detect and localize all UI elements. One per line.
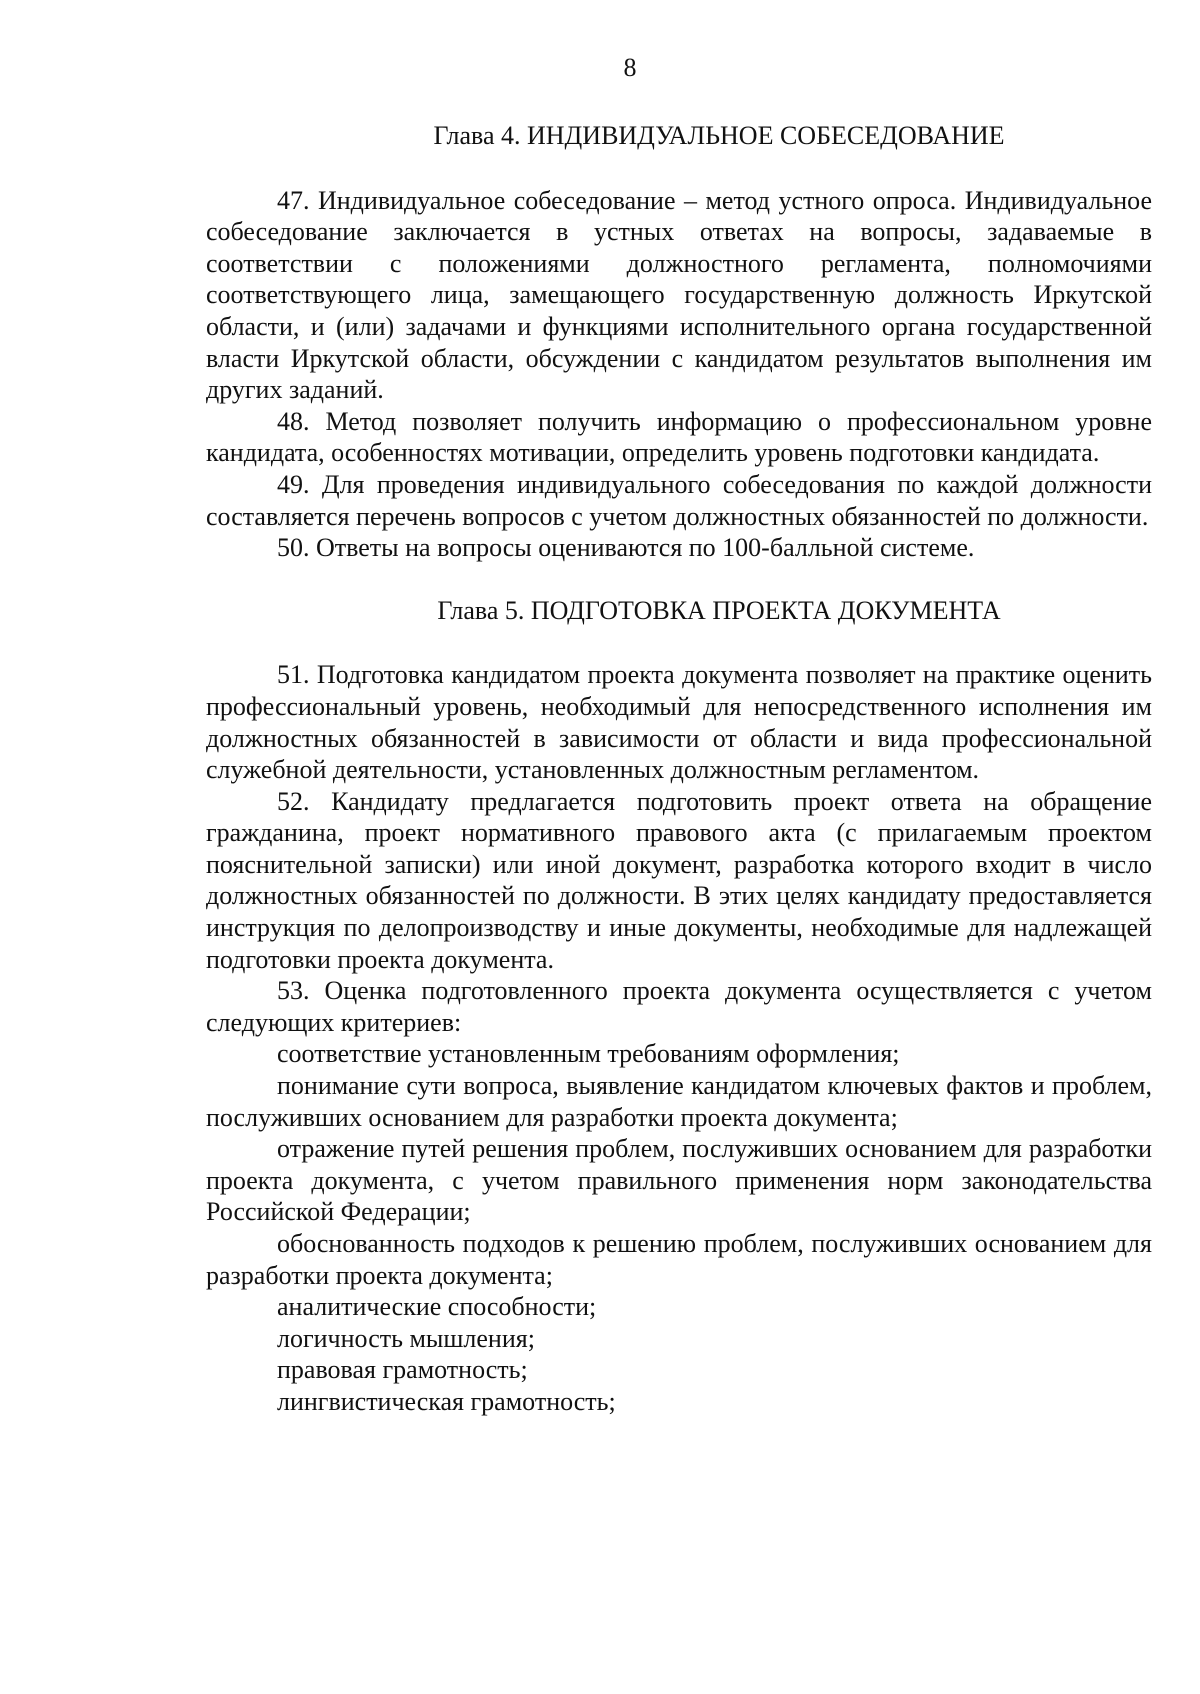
criterion-item: аналитические способности; — [277, 1292, 597, 1322]
paragraph-49: 49. Для проведения индивидуального собеседования по каждой должности составляется перечень вопросов с учетом должностных обязанностей по должности. — [206, 469, 1152, 531]
paragraph-50: 50. Ответы на вопросы оцениваются по 100-балльной системе. — [277, 533, 975, 563]
criterion-item: правовая грамотность; — [277, 1355, 528, 1385]
criterion-item: соответствие установленным требованиям оформления; — [277, 1039, 900, 1069]
criterion-item: логичность мышления; — [277, 1323, 535, 1353]
criterion-item: понимание сути вопроса, выявление кандидатом ключевых фактов и проблем, послуживших основанием для разработки проекта документа; — [206, 1071, 1152, 1132]
criterion-item: лингвистическая грамотность; — [277, 1386, 616, 1416]
paragraph-48: 48. Метод позволяет получить информацию о профессиональном уровне кандидата, особенностях мотивации, определить уровень подготовки кандидата. — [206, 406, 1152, 468]
page-number: 8 — [623, 53, 637, 82]
criterion-item: отражение путей решения проблем, послуживших основанием для разработки проекта документа, с учетом правильного применения норм законодательства Российской Федерации; — [206, 1134, 1152, 1227]
criterion-item: обоснованность подходов к решению проблем, послуживших основанием для разработки проекта документа; — [206, 1229, 1152, 1290]
paragraph-47: 47. Индивидуальное собеседование – метод устного опроса. Индивидуальное собеседование заключается в устных ответах на вопросы, задаваемые в соответствии с положениями должностного регламента, полномочиями соответствующего лица, замещающего государственную должность Иркутской области, и (или) задачами и функциями исполнительного органа государственной власти Иркутской области, обсуждении с кандидатом результатов выполнения им других заданий. — [206, 185, 1152, 405]
paragraph-52: 52. Кандидату предлагается подготовить проект ответа на обращение гражданина, проект нормативного правового акта (с прилагаемым проектом пояснительной записки) или иной документ, разработка которого входит в число должностных обязанностей по должности. В этих целях кандидату предоставляется инструкция по делопроизводству и иные документы, необходимые для надлежащей подготовки проекта документа. — [206, 786, 1152, 974]
paragraph-53: 53. Оценка подготовленного проекта документа осуществляется с учетом следующих критериев: — [206, 976, 1152, 1037]
chapter-5-title: Глава 5. ПОДГОТОВКА ПРОЕКТА ДОКУМЕНТА — [437, 595, 1001, 625]
chapter-4-title: Глава 4. ИНДИВИДУАЛЬНОЕ СОБЕСЕДОВАНИЕ — [433, 121, 1005, 150]
document-body — [206, 120, 1152, 1418]
paragraph-51: 51. Подготовка кандидатом проекта документа позволяет на практике оценить профессиональный уровень, необходимый для непосредственного исполнения им должностных обязанностей в зависимости от области и вида профессиональной служебной деятельности, установленных должностным регламентом. — [206, 660, 1152, 785]
